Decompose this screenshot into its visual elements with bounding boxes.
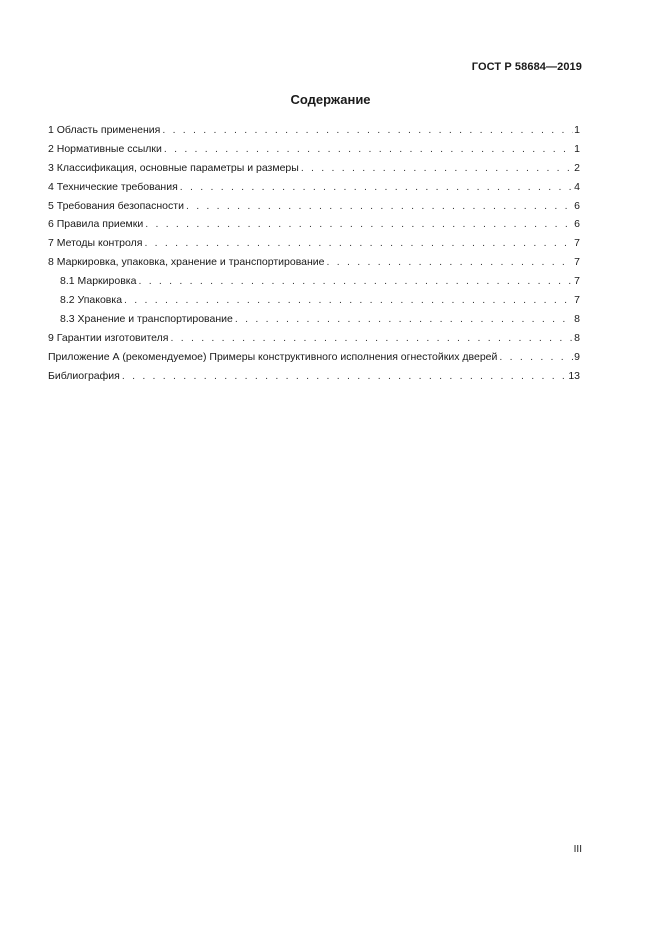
toc-item-label: 7 Методы контроля <box>48 237 143 250</box>
toc-item-page: 2 <box>574 161 580 174</box>
toc-item-page: 8 <box>574 331 580 344</box>
toc-item-label: 6 Правила приемки <box>48 218 144 231</box>
toc-item-6[interactable] <box>48 215 580 234</box>
toc-item-page: 13 <box>568 369 580 382</box>
toc-item-1[interactable] <box>48 121 580 140</box>
toc-leader-dots <box>180 178 573 197</box>
toc-item-9[interactable] <box>48 329 580 348</box>
toc-leader-dots <box>499 348 573 367</box>
toc-item-page: 7 <box>574 294 580 307</box>
toc-leader-dots <box>301 159 573 178</box>
toc-leader-dots <box>138 272 573 291</box>
toc-title: Содержание <box>290 92 371 107</box>
toc-item-page: 9 <box>574 350 580 363</box>
toc-item-8-1[interactable] <box>48 272 580 291</box>
toc-item-label: 8.2 Упаковка <box>60 294 123 307</box>
toc-item-page: 1 <box>574 142 580 155</box>
toc-leader-dots <box>327 253 574 272</box>
toc-item-8[interactable] <box>48 253 580 272</box>
toc-item-label: 9 Гарантии изготовителя <box>48 331 169 344</box>
toc-item-4[interactable] <box>48 178 580 197</box>
toc-leader-dots <box>235 310 573 329</box>
toc-item-page: 7 <box>574 237 580 250</box>
toc-item-page: 8 <box>574 312 580 325</box>
document-header-code: ГОСТ Р 58684—2019 <box>471 61 582 73</box>
toc-item-appendix-a[interactable] <box>48 348 580 367</box>
toc-item-8-2[interactable] <box>48 291 580 310</box>
toc-item-label: 3 Классификация, основные параметры и размеры <box>48 161 299 174</box>
toc-item-page: 6 <box>574 218 580 231</box>
toc-item-bibliography[interactable] <box>48 367 580 386</box>
toc-leader-dots <box>186 197 573 216</box>
toc-item-page: 6 <box>574 199 580 212</box>
toc-item-8-3[interactable] <box>48 310 580 329</box>
toc-item-2[interactable] <box>48 140 580 159</box>
toc-item-7[interactable] <box>48 234 580 253</box>
toc-item-label: 2 Нормативные ссылки <box>48 142 162 155</box>
toc-leader-dots <box>162 121 573 140</box>
toc-item-label: 1 Область применения <box>48 124 161 136</box>
toc-item-page: 7 <box>574 275 580 288</box>
toc-item-5[interactable] <box>48 197 580 216</box>
toc-leader-dots <box>124 291 573 310</box>
toc-leader-dots <box>122 367 567 386</box>
toc-item-page: 1 <box>574 124 580 136</box>
toc-item-3[interactable] <box>48 159 580 178</box>
toc-item-label: 5 Требования безопасности <box>48 199 184 212</box>
toc-item-label: Приложение А (рекомендуемое) Примеры конструктивного исполнения огнестойких дверей <box>48 350 498 363</box>
toc-leader-dots <box>144 234 573 253</box>
toc-leader-dots <box>170 329 573 348</box>
toc-leader-dots <box>145 215 573 234</box>
toc-item-label: 8.1 Маркировка <box>60 275 137 288</box>
toc-item-page: 7 <box>574 256 580 269</box>
toc-leader-dots <box>164 140 573 159</box>
toc-item-page: 4 <box>574 180 580 193</box>
toc-item-label: Библиография <box>48 369 120 382</box>
toc-item-label: 8.3 Хранение и транспортирование <box>60 312 233 325</box>
table-of-contents <box>48 121 580 385</box>
page-number: III <box>573 844 582 855</box>
toc-item-label: 8 Маркировка, упаковка, хранение и транспортирование <box>48 256 325 269</box>
toc-item-label: 4 Технические требования <box>48 180 178 193</box>
